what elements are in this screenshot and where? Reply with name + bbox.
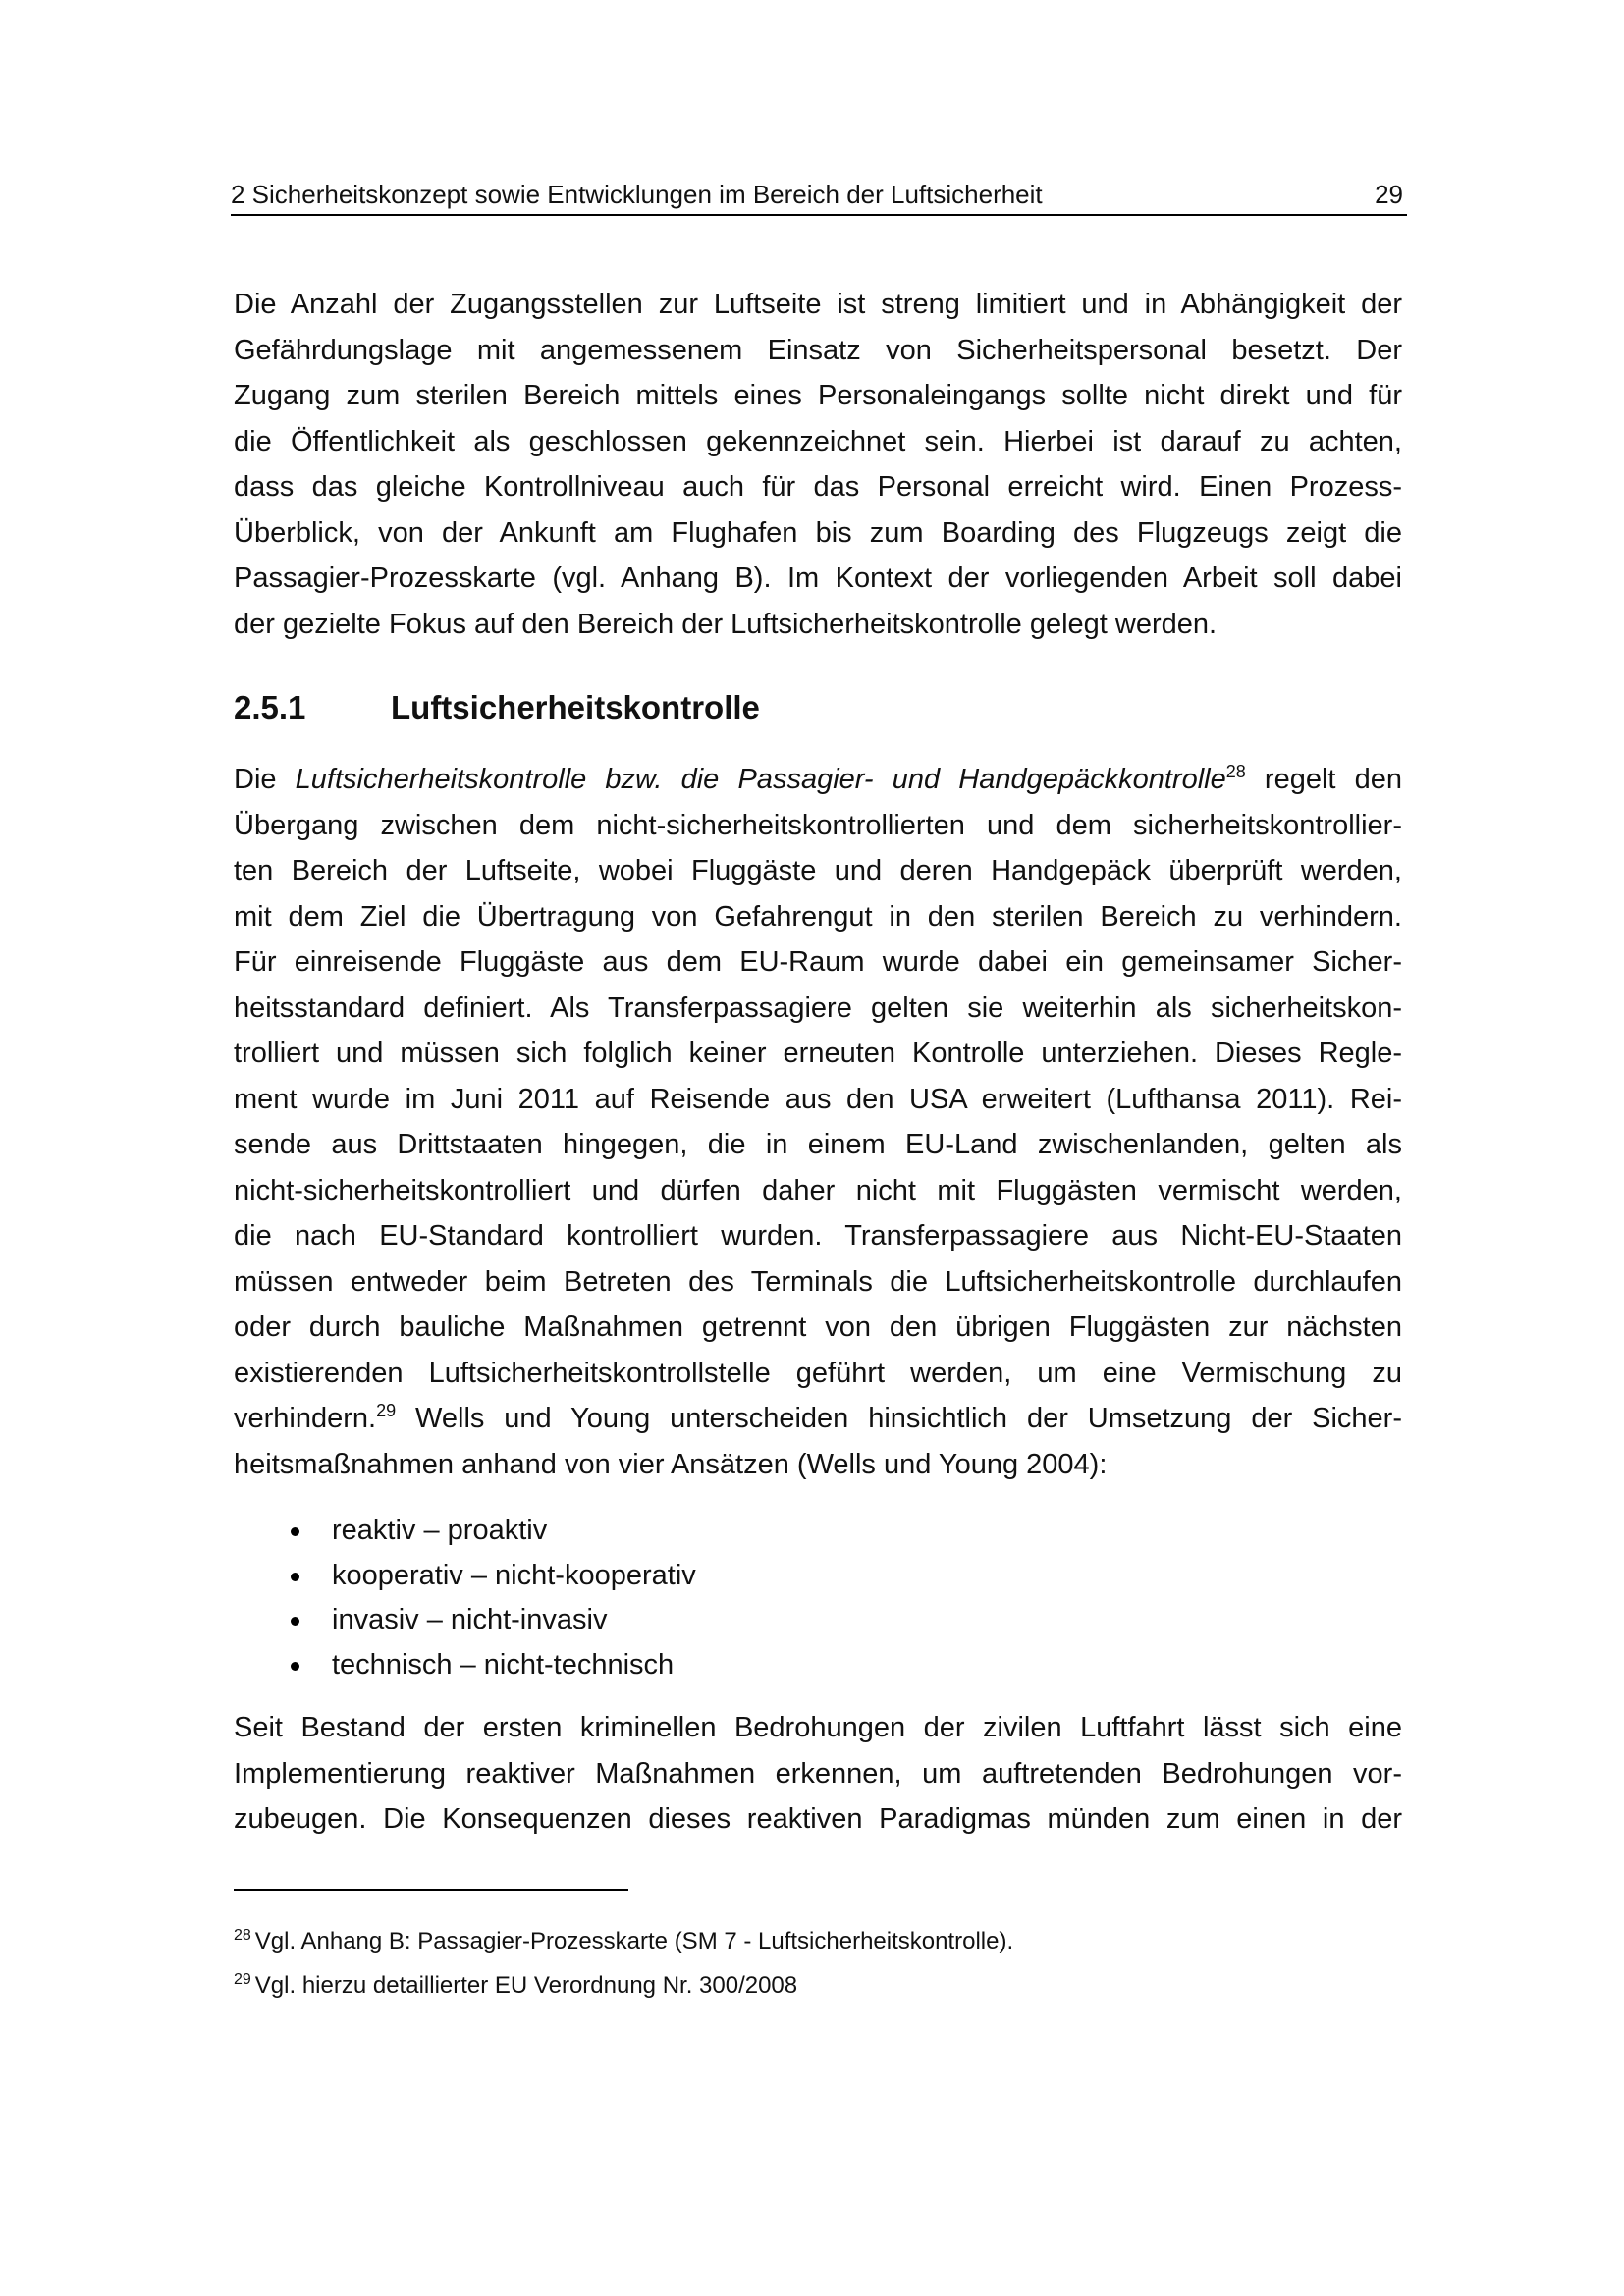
- footnote-29: [234, 1963, 1402, 2007]
- footnote-ref-29[interactable]: 29: [376, 1401, 397, 1420]
- text-line: trolliert und müssen sich folglich keiner erneuten Kontrolle unterziehen. Dieses Regle-: [234, 1038, 1402, 1069]
- bullet-icon: [291, 1573, 299, 1581]
- footnote-text: Vgl. Anhang B: Passagier-Prozesskarte (SM 7 - Luftsicherheitskontrolle).: [254, 1928, 1014, 1954]
- footnote-28: [234, 1919, 1402, 1963]
- text-span: regelt den: [1245, 764, 1402, 795]
- text-line: Die Anzahl der Zugangsstellen zur Luftseite ist streng limitiert und in Abhängigkeit der: [234, 289, 1402, 320]
- footnote-number: 29: [234, 1971, 251, 1988]
- text-line: der gezielte Fokus auf den Bereich der Luftsicherheitskontrolle gelegt werden.: [234, 608, 1218, 640]
- text-line: Gefährdungslage mit angemessenem Einsatz von Sicherheitspersonal besetzt. Der: [234, 334, 1402, 366]
- text-line: zubeugen. Die Konsequenzen dieses reaktiven Paradigmas münden zum einen in der: [234, 1803, 1402, 1835]
- paragraph-access-points: [234, 282, 1402, 647]
- list-item-label: invasiv – nicht-invasiv: [332, 1604, 608, 1635]
- text-line: mit dem Ziel die Übertragung von Gefahrengut in den sterilen Bereich zu verhindern.: [234, 900, 1402, 933]
- section-title: Luftsicherheitskontrolle: [391, 689, 760, 725]
- text-line: oder durch bauliche Maßnahmen getrennt von den übrigen Fluggästen zur nächsten: [234, 1311, 1402, 1343]
- list-item-label: kooperativ – nicht-kooperativ: [332, 1559, 696, 1591]
- text-line-with-footnote: [234, 757, 1402, 803]
- text-line-with-footnote: [234, 1396, 1402, 1442]
- footnote-ref-28[interactable]: 28: [1225, 762, 1246, 781]
- text-line: Für einreisende Fluggäste aus dem EU-Raum wurde dabei ein gemeinsamer Sicher-: [234, 946, 1402, 978]
- section-number: 2.5.1: [234, 689, 306, 725]
- text-line: Überblick, von der Ankunft am Flughafen bis zum Boarding des Flugzeugs zeigt die: [234, 516, 1402, 549]
- footnote-separator: [234, 1889, 628, 1891]
- footnotes: [234, 1919, 1402, 2007]
- approaches-bullet-list: [234, 1509, 1019, 1687]
- text-span: verhindern.: [234, 1403, 377, 1434]
- list-item: [234, 1509, 1019, 1554]
- footnote-number: 28: [234, 1927, 251, 1944]
- running-header-title: 2 Sicherheitskonzept sowie Entwicklungen im Bereich der Luftsicherheit: [231, 180, 1043, 209]
- text-line: müssen entweder beim Betreten des Terminals die Luftsicherheitskontrolle durchlaufen: [234, 1265, 1402, 1298]
- text-line: existierenden Luftsicherheitskontrollstelle geführt werden, um eine Vermischung zu: [234, 1357, 1402, 1389]
- text-line: nicht-sicherheitskontrolliert und dürfen daher nicht mit Fluggästen vermischt werden,: [234, 1174, 1402, 1206]
- running-header: [231, 177, 1407, 216]
- bullet-icon: [291, 1527, 299, 1536]
- text-line: ment wurde im Juni 2011 auf Reisende aus den USA erweitert (Lufthansa 2011). Rei-: [234, 1083, 1402, 1115]
- list-item-label: reaktiv – proaktiv: [332, 1515, 548, 1546]
- text-line: Implementierung reaktiver Maßnahmen erkennen, um auftretenden Bedrohungen vor-: [234, 1757, 1402, 1789]
- list-item: [234, 1598, 1019, 1643]
- page-number: 29: [1375, 180, 1403, 209]
- list-item-label: technisch – nicht-technisch: [332, 1648, 675, 1681]
- text-line: sende aus Drittstaaten hingegen, die in einem EU-Land zwischenlanden, gelten als: [234, 1129, 1402, 1160]
- paragraph-reactive-paradigm: [234, 1705, 1402, 1842]
- text-line: Übergang zwischen dem nicht-sicherheitskontrollierten und dem sicherheitskontrollier-: [234, 809, 1402, 841]
- text-span: Wells und Young unterscheiden hinsichtlich der Umsetzung der Sicher-: [396, 1403, 1402, 1434]
- text-line: die Öffentlichkeit als geschlossen gekennzeichnet sein. Hierbei ist darauf zu achten,: [234, 425, 1402, 457]
- text-line: Passagier-Prozesskarte (vgl. Anhang B). Im Kontext der vorliegenden Arbeit soll dabei: [234, 562, 1402, 594]
- bullet-icon: [291, 1617, 299, 1626]
- text-line: Zugang zum sterilen Bereich mittels eines Personaleingangs sollte nicht direkt und für: [234, 380, 1402, 411]
- text-span: Die: [234, 764, 296, 795]
- text-line: ten Bereich der Luftseite, wobei Fluggäste und deren Handgepäck überprüft werden,: [234, 855, 1402, 886]
- paragraph-security-control: [234, 757, 1402, 1487]
- bullet-icon: [291, 1662, 299, 1671]
- list-item: [234, 1643, 1019, 1688]
- list-item: [234, 1554, 1019, 1599]
- footnote-text: Vgl. hierzu detaillierter EU Verordnung Nr. 300/2008: [254, 1972, 798, 1999]
- text-line: heitsmaßnahmen anhand von vier Ansätzen (Wells und Young 2004):: [234, 1448, 1108, 1480]
- text-line: heitsstandard definiert. Als Transferpassagiere gelten sie weiterhin als sicherheitskon-: [234, 991, 1402, 1024]
- text-line: Seit Bestand der ersten kriminellen Bedrohungen der zivilen Luftfahrt lässt sich eine: [234, 1712, 1402, 1743]
- text-line: dass das gleiche Kontrollniveau auch für das Personal erreicht wird. Einen Prozess-: [234, 471, 1402, 503]
- italic-term: Luftsicherheitskontrolle bzw. die Passagier- und Handgepäckkontrolle: [295, 764, 1226, 795]
- text-line: die nach EU-Standard kontrolliert wurden. Transferpassagiere aus Nicht-EU-Staaten: [234, 1220, 1402, 1252]
